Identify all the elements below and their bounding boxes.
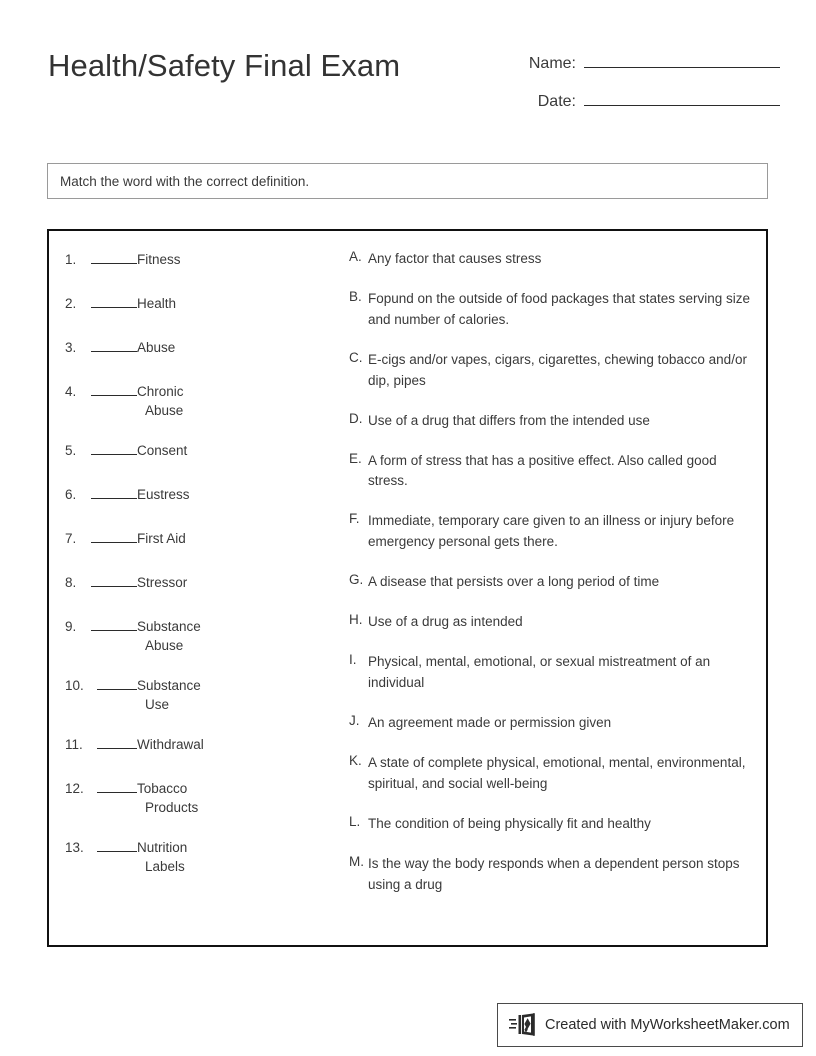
term-number: 5.: [65, 443, 77, 458]
date-input-line[interactable]: [584, 88, 780, 106]
term-answer-blank[interactable]: [97, 675, 137, 690]
term-answer-blank[interactable]: [91, 572, 137, 587]
term-row: [49, 484, 349, 506]
term-number: 6.: [65, 487, 77, 502]
term-label: Withdrawal: [137, 737, 204, 752]
definition-text: E-cigs and/or vapes, cigars, cigarettes, chewing tobacco and/or dip, pipes: [368, 351, 747, 388]
term-number: 4.: [65, 384, 77, 399]
definition-row: [349, 451, 764, 493]
definition-text: The condition of being physically fit and healthy: [368, 815, 651, 831]
definition-letter: I.: [349, 652, 357, 668]
term-number: 1.: [65, 252, 77, 267]
definition-letter: F.: [349, 511, 360, 527]
term-number: 2.: [65, 296, 77, 311]
term-row: [49, 249, 349, 271]
definition-text: Fopund on the outside of food packages that states serving size and number of calories.: [368, 290, 750, 327]
term-answer-blank[interactable]: [97, 778, 137, 793]
definitions-column: [349, 249, 764, 914]
term-label-line2: Labels: [145, 859, 185, 874]
name-date-fields: [500, 50, 780, 126]
term-label: Consent: [137, 443, 188, 458]
page-header: [0, 0, 816, 140]
term-label-line2: Abuse: [145, 638, 184, 653]
definition-text: Any factor that causes stress: [368, 251, 542, 266]
name-field-row: [500, 50, 780, 88]
term-label-line2: Use: [145, 697, 170, 712]
definition-row: [349, 814, 764, 835]
term-row: [49, 837, 349, 874]
definition-row: [349, 612, 764, 633]
term-label: Chronic: [137, 384, 184, 399]
term-answer-blank[interactable]: [91, 440, 137, 455]
definition-row: [349, 652, 764, 694]
term-answer-blank[interactable]: [97, 734, 137, 749]
name-input-line[interactable]: [584, 50, 780, 68]
definition-text: An agreement made or permission given: [368, 714, 612, 730]
definition-row: [349, 249, 764, 270]
page-title: Health/Safety Final Exam: [48, 48, 401, 83]
term-label: Health: [137, 296, 177, 311]
term-number: 3.: [65, 340, 77, 355]
definition-row: [349, 411, 764, 432]
definition-row: [349, 753, 764, 795]
term-row: [49, 734, 349, 756]
term-answer-blank[interactable]: [91, 381, 137, 396]
term-label: Abuse: [137, 340, 176, 355]
definition-letter: G.: [349, 572, 364, 588]
definition-text: Physical, mental, emotional, or sexual mistreatment of an individual: [368, 654, 711, 690]
definition-row: [349, 572, 764, 593]
term-answer-blank[interactable]: [91, 293, 137, 308]
term-label: Substance: [137, 619, 201, 634]
matching-panel: [47, 229, 768, 947]
term-number: 11.: [65, 737, 83, 752]
term-label: Fitness: [137, 252, 181, 267]
term-row: [49, 440, 349, 462]
definition-text: Is the way the body responds when a dependent person stops using a drug: [368, 855, 740, 892]
term-label: Substance: [137, 678, 201, 693]
definition-row: [349, 854, 764, 896]
term-row: [49, 381, 349, 418]
term-answer-blank[interactable]: [91, 484, 137, 499]
definition-letter: D.: [349, 410, 363, 426]
name-label: Name:: [528, 55, 576, 72]
definition-letter: J.: [349, 712, 360, 728]
definition-row: [349, 511, 764, 553]
definition-row: [349, 713, 764, 734]
footer-attribution-text: Created with MyWorksheetMaker.com: [545, 1017, 790, 1033]
definition-row: [349, 350, 764, 392]
definition-letter: H.: [349, 612, 363, 628]
definition-text: Immediate, temporary care given to an illness or injury before emergency personal gets there.: [368, 513, 735, 550]
term-number: 9.: [65, 619, 77, 634]
definition-letter: L.: [349, 813, 361, 829]
term-label: Nutrition: [137, 840, 188, 855]
definition-text: A form of stress that has a positive effect. Also called good stress.: [368, 452, 717, 489]
worksheet-maker-logo-icon: [509, 1012, 539, 1038]
term-label: Tobacco: [137, 781, 188, 796]
term-label: Eustress: [137, 487, 190, 502]
definition-text: A disease that persists over a long period of time: [368, 574, 660, 590]
footer-attribution-badge[interactable]: [497, 1003, 803, 1047]
definition-text: Use of a drug as intended: [368, 614, 523, 630]
term-row: [49, 572, 349, 594]
term-row: [49, 616, 349, 653]
term-row: [49, 675, 349, 712]
term-answer-blank[interactable]: [91, 249, 137, 264]
term-row: [49, 293, 349, 315]
definition-letter: C.: [349, 349, 363, 365]
term-answer-blank[interactable]: [91, 528, 137, 543]
term-answer-blank[interactable]: [91, 616, 137, 631]
definition-letter: K.: [349, 752, 362, 768]
instruction-box: [47, 163, 768, 199]
definition-letter: A.: [349, 249, 362, 264]
term-row: [49, 528, 349, 550]
term-answer-blank[interactable]: [91, 337, 137, 352]
term-row: [49, 337, 349, 359]
definition-text: A state of complete physical, emotional, mental, environmental, spiritual, and social well-being: [368, 754, 746, 791]
definition-row: [349, 289, 764, 331]
term-label-line2: Abuse: [145, 403, 184, 418]
term-number: 7.: [65, 531, 77, 546]
definition-letter: B.: [349, 288, 362, 304]
term-number: 8.: [65, 575, 77, 590]
terms-column: [49, 249, 349, 896]
definition-letter: M.: [349, 853, 364, 869]
term-label-line2: Products: [145, 800, 199, 815]
term-label: First Aid: [137, 531, 186, 546]
definition-letter: E.: [349, 450, 362, 466]
term-number: 13.: [65, 840, 84, 855]
term-number: 10.: [65, 678, 84, 693]
instruction-text: Match the word with the correct definition.: [60, 173, 310, 189]
date-field-row: [500, 88, 780, 126]
term-answer-blank[interactable]: [97, 837, 137, 852]
definition-text: Use of a drug that differs from the intended use: [368, 412, 650, 428]
term-row: [49, 778, 349, 815]
term-number: 12.: [65, 781, 84, 796]
date-label: Date:: [537, 93, 576, 110]
term-label: Stressor: [137, 575, 188, 590]
